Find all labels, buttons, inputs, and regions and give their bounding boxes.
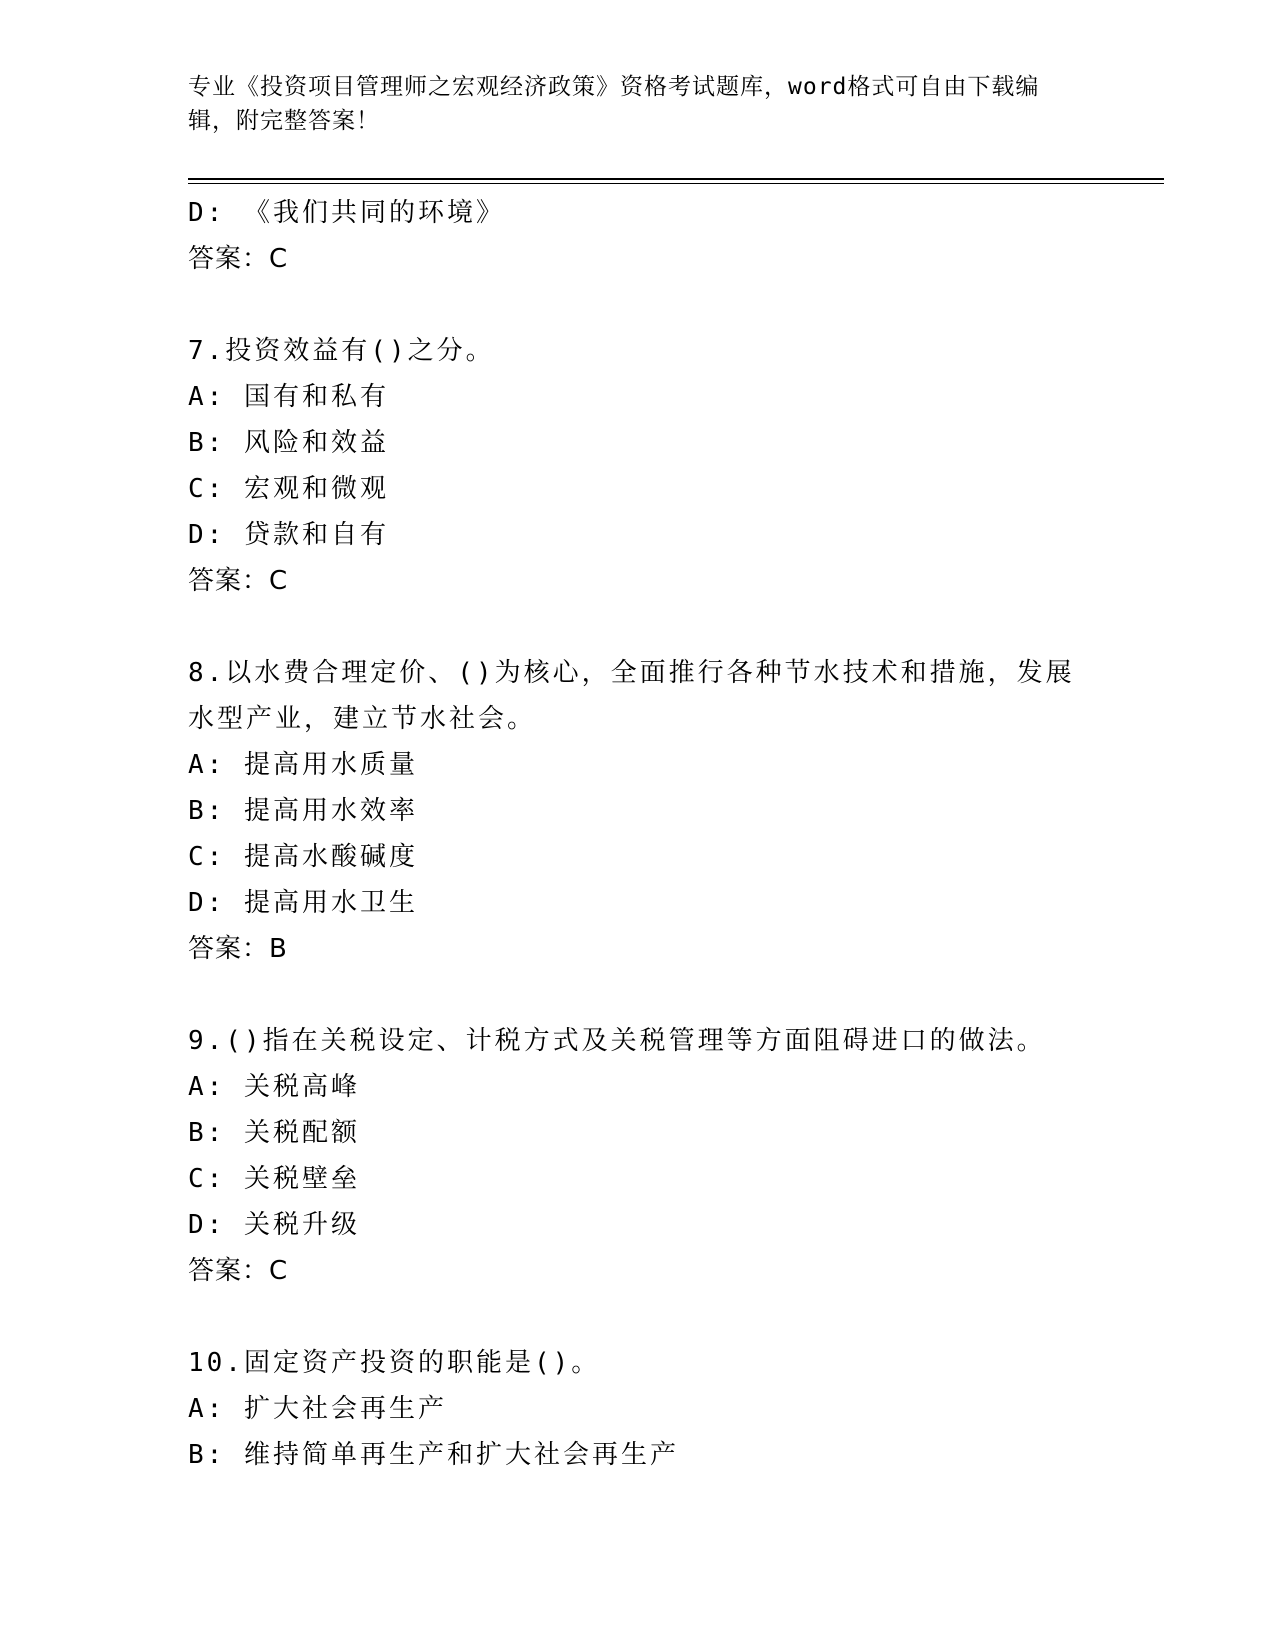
option-a: A: 国有和私有 bbox=[188, 382, 389, 412]
question-8 bbox=[188, 650, 1088, 972]
option-d: D: 关税升级 bbox=[188, 1210, 360, 1240]
option-c: C: 提高水酸碱度 bbox=[188, 842, 418, 872]
header-line-1: 专业《投资项目管理师之宏观经济政策》资格考试题库，word格式可自由下载编 bbox=[188, 74, 1040, 100]
question-stem: 9.()指在关税设定、计税方式及关税管理等方面阻碍进口的做法。 bbox=[188, 1026, 1046, 1056]
spacer bbox=[188, 1294, 1088, 1340]
option-a: A: 提高用水质量 bbox=[188, 750, 418, 780]
header-rule-thin bbox=[188, 183, 1164, 184]
option-b: B: 维持简单再生产和扩大社会再生产 bbox=[188, 1440, 679, 1470]
option-b: B: 关税配额 bbox=[188, 1118, 360, 1148]
header-rule-thick bbox=[188, 178, 1164, 180]
spacer bbox=[188, 972, 1088, 1018]
answer-line: 答案：C bbox=[188, 244, 289, 274]
spacer bbox=[188, 604, 1088, 650]
question-9 bbox=[188, 1018, 1088, 1294]
option-a: A: 关税高峰 bbox=[188, 1072, 360, 1102]
option-a: A: 扩大社会再生产 bbox=[188, 1394, 447, 1424]
question-7 bbox=[188, 328, 1088, 604]
header-line-2: 辑，附完整答案！ bbox=[188, 108, 380, 134]
question-stem: 10.固定资产投资的职能是()。 bbox=[188, 1348, 601, 1378]
answer-line: 答案：C bbox=[188, 1256, 289, 1286]
question-stem-continued: 水型产业，建立节水社会。 bbox=[188, 704, 537, 734]
prev-question-tail bbox=[188, 190, 1088, 282]
option-d: D: 提高用水卫生 bbox=[188, 888, 418, 918]
option-c: C: 关税壁垒 bbox=[188, 1164, 360, 1194]
option-d: D: 贷款和自有 bbox=[188, 520, 389, 550]
document-header bbox=[188, 70, 1088, 138]
option-b: B: 风险和效益 bbox=[188, 428, 389, 458]
spacer bbox=[188, 282, 1088, 328]
answer-line: 答案：B bbox=[188, 934, 288, 964]
question-stem: 7.投资效益有()之分。 bbox=[188, 336, 495, 366]
question-10 bbox=[188, 1340, 1088, 1478]
answer-line: 答案：C bbox=[188, 566, 289, 596]
question-list bbox=[188, 190, 1088, 1478]
option-d: D: 《我们共同的环境》 bbox=[188, 198, 505, 228]
option-b: B: 提高用水效率 bbox=[188, 796, 418, 826]
option-c: C: 宏观和微观 bbox=[188, 474, 389, 504]
question-stem: 8.以水费合理定价、()为核心，全面推行各种节水技术和措施，发展 bbox=[188, 658, 1075, 688]
